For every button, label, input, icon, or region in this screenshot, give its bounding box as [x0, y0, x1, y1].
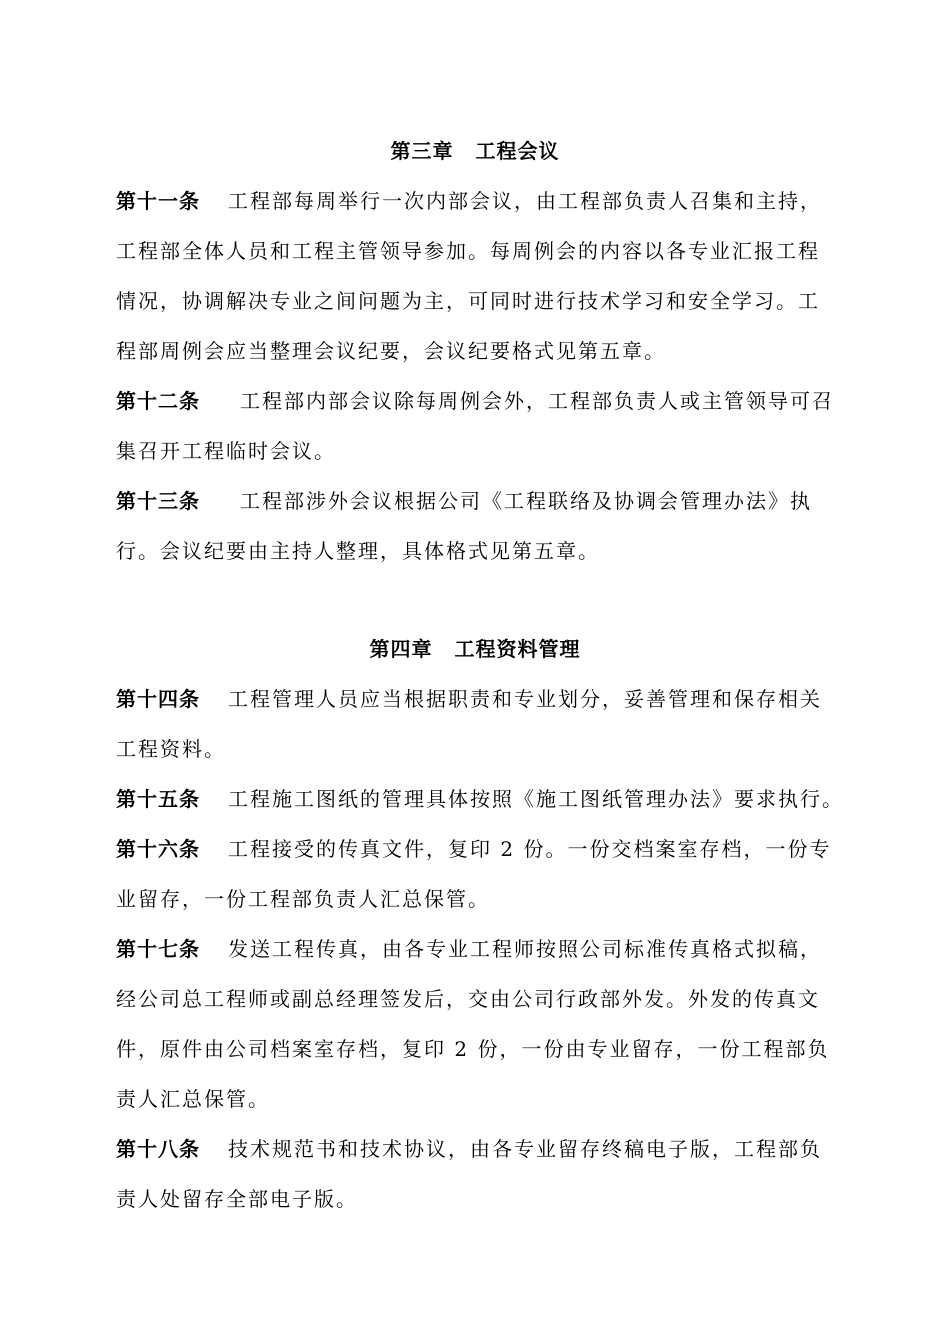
chapter-3-heading [0, 138, 950, 164]
article-12-label: 第十二条 [116, 389, 200, 413]
article-16-label: 第十六条 [116, 837, 200, 861]
article-18-label: 第十八条 [116, 1137, 200, 1161]
article-14-text: 工程管理人员应当根据职责和专业划分，妥善管理和保存相关工程资料。 [116, 687, 822, 761]
chapter-4-title: 工程资料管理 [454, 637, 581, 661]
article-15-label: 第十五条 [116, 787, 200, 811]
chapter-3-title: 工程会议 [475, 139, 560, 163]
article-17-text: 发送工程传真，由各专业工程师按照公司标准传真格式拟稿，经公司总工程师或副总经理签发后，交由公司行政部外发。外发的传真文件，原件由公司档案室存档，复印 2 份，一份由专业留存，一份工程部负责人汇总保管。 [116, 937, 830, 1111]
article-11-label: 第十一条 [116, 189, 200, 213]
article-18-text: 技术规范书和技术协议，由各专业留存终稿电子版，工程部负责人处留存全部电子版。 [116, 1137, 822, 1211]
article-15 [116, 774, 846, 824]
article-11 [116, 176, 836, 376]
article-13 [116, 476, 836, 576]
article-17 [116, 924, 836, 1124]
article-14-label: 第十四条 [116, 687, 200, 711]
chapter-4-heading [0, 636, 950, 662]
chapter-4-number: 第四章 [369, 637, 433, 661]
article-18 [116, 1124, 836, 1224]
chapter-3-number: 第三章 [390, 139, 454, 163]
article-12 [116, 376, 836, 476]
article-16-text: 工程接受的传真文件，复印 2 份。一份交档案室存档，一份专业留存，一份工程部负责人汇总保管。 [116, 837, 832, 911]
article-13-label: 第十三条 [116, 489, 200, 513]
article-17-label: 第十七条 [116, 937, 200, 961]
article-16 [116, 824, 836, 924]
article-11-text: 工程部每周举行一次内部会议，由工程部负责人召集和主持，工程部全体人员和工程主管领导参加。每周例会的内容以各专业汇报工程情况，协调解决专业之间问题为主，可同时进行技术学习和安全学习。工程部周例会应当整理会议纪要，会议纪要格式见第五章。 [116, 189, 822, 363]
article-15-text: 工程施工图纸的管理具体按照《施工图纸管理办法》要求执行。 [228, 787, 844, 811]
article-13-text: 工程部涉外会议根据公司《工程联络及协调会管理办法》执行。会议纪要由主持人整理，具体格式见第五章。 [116, 489, 812, 563]
article-14 [116, 674, 836, 774]
article-12-text: 工程部内部会议除每周例会外，工程部负责人或主管领导可召集召开工程临时会议。 [116, 389, 834, 463]
